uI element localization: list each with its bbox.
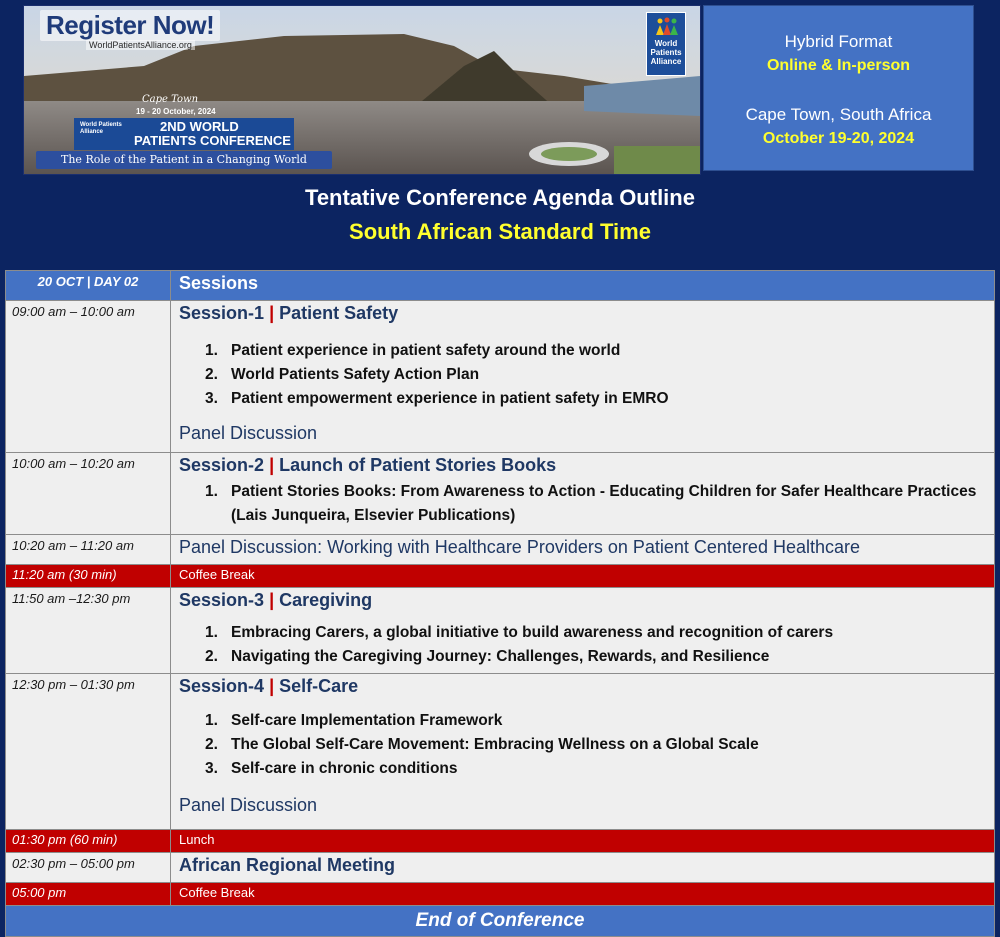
table-row (6, 453, 995, 535)
session-number: Session-3 (179, 590, 265, 610)
separator: | (269, 676, 275, 696)
table-row (6, 853, 995, 883)
logo-text: World Patients Alliance (650, 39, 682, 66)
table-row (6, 301, 995, 453)
session-topic: Launch of Patient Stories Books (279, 455, 557, 475)
session-cell (171, 301, 995, 453)
world-patients-alliance-logo (646, 12, 686, 76)
timezone-title: South African Standard Time (349, 219, 651, 244)
session-title (171, 588, 994, 611)
session-title (171, 301, 994, 324)
session-number: Session-1 (179, 303, 265, 323)
conference-line-2: PATIENTS CONFERENCE (134, 133, 291, 148)
separator: | (269, 455, 275, 475)
list-item: 3. Self-care in chronic conditions (205, 760, 458, 777)
people-icon (655, 17, 679, 37)
list-item: 1. Patient experience in patient safety around the world (205, 342, 621, 359)
list-item: 2. World Patients Safety Action Plan (205, 366, 480, 383)
row-time: 05:00 pm (6, 883, 171, 906)
conference-tagline: The Role of the Patient in a Changing World (36, 151, 332, 169)
session-cell (171, 535, 995, 565)
event-date: October 19-20, 2024 (762, 130, 915, 147)
break-row (6, 883, 995, 906)
session-items (171, 339, 994, 411)
format-label: Hybrid Format (784, 32, 893, 51)
row-time: 10:20 am – 11:20 am (6, 535, 171, 565)
session-cell (171, 853, 995, 883)
break-label: Lunch (171, 830, 995, 853)
agenda-table (5, 270, 995, 937)
format-value: Online & In-person (766, 57, 911, 74)
session-topic: Self-Care (279, 676, 359, 696)
break-label: Coffee Break (171, 565, 995, 588)
list-item: 2. Navigating the Caregiving Journey: Challenges, Rewards, and Resilience (205, 648, 770, 665)
session-number: Session-2 (179, 455, 265, 475)
session-cell (171, 674, 995, 830)
list-item: 1. Self-care Implementation Framework (205, 712, 503, 729)
table-row (6, 674, 995, 830)
break-row (6, 830, 995, 853)
list-item: 1. Embracing Carers, a global initiative to build awareness and recognition of carers (205, 624, 834, 641)
row-time: 10:00 am – 10:20 am (6, 453, 171, 535)
end-of-conference: End of Conference (6, 906, 995, 937)
session-items (171, 621, 994, 669)
row-time: 09:00 am – 10:00 am (6, 301, 171, 453)
list-item: 3. Patient empowerment experience in patient safety in EMRO (205, 390, 669, 407)
session-items (171, 709, 994, 781)
conference-name-box (74, 118, 294, 150)
header-day: 20 OCT | DAY 02 (6, 271, 171, 301)
table-row (6, 588, 995, 674)
row-time: 12:30 pm – 01:30 pm (6, 674, 171, 830)
event-info-box (703, 5, 974, 171)
session-title (171, 453, 994, 476)
conference-logo-text: World Patients Alliance (80, 122, 122, 135)
agenda-title: Tentative Conference Agenda Outline (305, 185, 695, 210)
banner-city: Cape Town (142, 94, 199, 105)
session-title (171, 674, 994, 697)
banner-website: WorldPatientsAlliance.org (86, 40, 195, 50)
row-time: 01:30 pm (60 min) (6, 830, 171, 853)
list-item: 2. The Global Self-Care Movement: Embracing Wellness on a Global Scale (205, 736, 759, 753)
panel-discussion: Panel Discussion (179, 423, 318, 443)
session-title: African Regional Meeting (179, 855, 396, 875)
table-row (6, 535, 995, 565)
row-time: 02:30 pm – 05:00 pm (6, 853, 171, 883)
register-now-text: Register Now! (40, 10, 220, 41)
separator: | (269, 303, 275, 323)
session-number: Session-4 (179, 676, 265, 696)
break-label: Coffee Break (171, 883, 995, 906)
header-sessions: Sessions (171, 271, 995, 301)
conference-banner (23, 5, 701, 175)
session-topic: Caregiving (279, 590, 373, 610)
table-footer (6, 906, 995, 937)
table-header (6, 271, 995, 301)
separator: | (269, 590, 275, 610)
list-item: 1. Patient Stories Books: From Awareness to Action - Educating Children for Safer Healthcare Practices (Lais Junqueira, Elsevier Publications) (205, 483, 977, 524)
panel-discussion: Panel Discussion: Working with Healthcare Providers on Patient Centered Healthcare (179, 537, 861, 557)
panel-discussion: Panel Discussion (179, 795, 318, 815)
row-time: 11:50 am –12:30 pm (6, 588, 171, 674)
session-items (171, 480, 994, 528)
session-cell (171, 453, 995, 535)
session-topic: Patient Safety (279, 303, 399, 323)
event-location: Cape Town, South Africa (745, 105, 932, 124)
break-row (6, 565, 995, 588)
conference-line-1: 2ND WORLD (160, 119, 239, 134)
row-time: 11:20 am (30 min) (6, 565, 171, 588)
session-cell (171, 588, 995, 674)
banner-dates: 19 - 20 October, 2024 (136, 107, 216, 116)
